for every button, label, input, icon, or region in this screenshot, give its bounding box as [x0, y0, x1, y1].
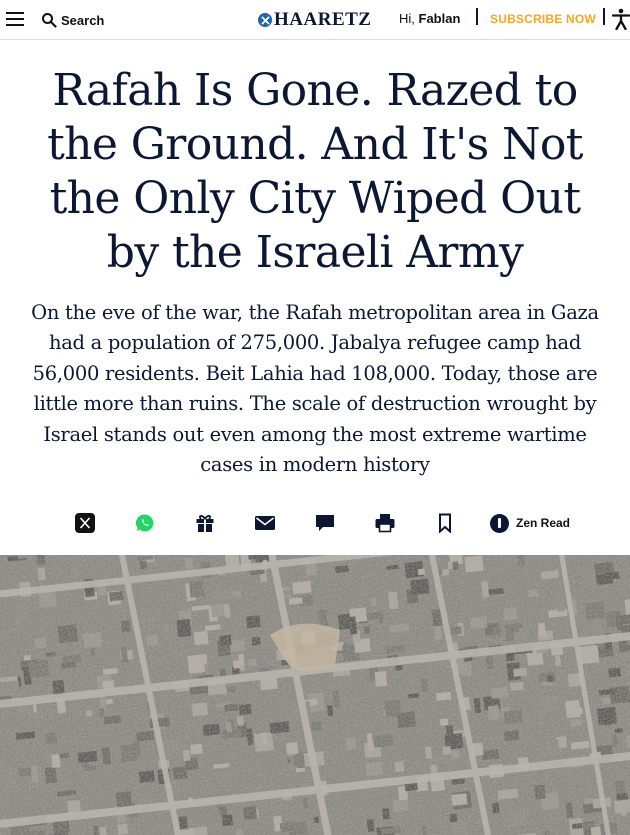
print-icon — [375, 513, 395, 533]
whatsapp-icon — [135, 513, 155, 533]
email-icon — [255, 515, 275, 531]
x-icon — [75, 513, 95, 533]
user-greeting[interactable] — [399, 11, 460, 26]
zen-read-icon — [490, 514, 509, 533]
share-whatsapp-button[interactable] — [134, 512, 156, 534]
site-header — [0, 0, 630, 40]
aerial-ruins-image — [0, 555, 630, 835]
search-button[interactable] — [41, 10, 104, 30]
zen-read-label: Zen Read — [516, 516, 571, 530]
zen-read-button[interactable] — [490, 512, 570, 534]
gift-button[interactable] — [194, 512, 216, 534]
logo-text: HAARETZ — [274, 9, 372, 30]
menu-icon[interactable] — [6, 12, 24, 26]
comment-icon — [315, 513, 335, 533]
share-x-button[interactable] — [74, 512, 96, 534]
save-article-button[interactable] — [434, 512, 456, 534]
print-button[interactable] — [374, 512, 396, 534]
logo-mark-icon — [258, 13, 272, 27]
comments-button[interactable] — [314, 512, 336, 534]
gift-icon — [195, 513, 215, 533]
share-email-button[interactable] — [254, 512, 276, 534]
search-label: Search — [61, 12, 105, 28]
article-subtitle: On the eve of the war, the Rafah metropolitan area in Gaza had a population of 275,000. Jabalya refugee camp had 56,000 residents. Beit Lahia had 108,000. Today, those are little more than ruins. The scale of destruction wrought by Israel stands out even among the most extreme wartime cases in modern history — [31, 301, 599, 477]
hero-image — [0, 555, 630, 835]
header-divider — [603, 8, 605, 25]
subscribe-button[interactable]: SUBSCRIBE NOW — [490, 12, 596, 26]
bookmark-icon — [437, 513, 453, 533]
article-title: Rafah Is Gone. Razed to the Ground. And It's Not the Only City Wiped Out by the Israeli Army — [47, 65, 583, 278]
greeting-prefix: Hi, — [399, 11, 415, 26]
share-bar — [0, 508, 630, 538]
haaretz-logo[interactable] — [258, 9, 371, 31]
accessibility-icon[interactable] — [612, 8, 630, 30]
header-divider — [476, 8, 478, 25]
search-icon — [41, 12, 57, 28]
user-name: Fablan — [418, 11, 461, 26]
